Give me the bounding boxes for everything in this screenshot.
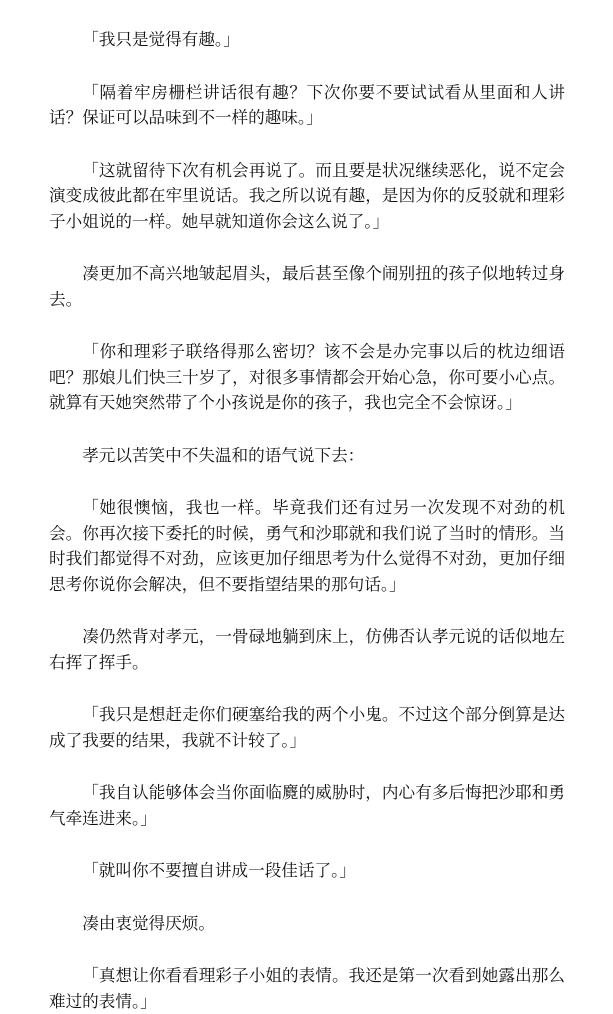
paragraph: 「我只是想赶走你们硬塞给我的两个小鬼。不过这个部分倒算是达成了我要的结果，我就不计较了。」	[49, 705, 565, 750]
paragraph: 凑更加不高兴地皱起眉头，最后甚至像个闹别扭的孩子似地转过身去。	[49, 264, 565, 309]
paragraph: 「你和理彩子联络得那么密切？该不会是办完事以后的枕边细语吧？那娘儿们快三十岁了，对很多事情都会开始心急，你可要小心点。就算有天她突然带了个小孩说是你的孩子，我也完全不会惊讶。」	[49, 342, 565, 412]
paragraph: 「就叫你不要擅自讲成一段佳话了。」	[82, 861, 356, 880]
paragraph: 「这就留待下次有机会再说了。而且要是状况继续恶化，说不定会演变成彼此都在牢里说话。我之所以说有趣，是因为你的反驳就和理彩子小姐说的一样。她早就知道你会这么说了。」	[49, 160, 565, 231]
paragraph: 「她很懊恼，我也一样。毕竟我们还有过另一次发现不对劲的机会。你再次接下委托的时候，勇气和沙耶就和我们说了当时的情形。当时我们都觉得不对劲，应该更加仔细思考为什么觉得不对劲，更加仔细思考你说你会解决，但不要指望结果的那句话。」	[49, 498, 565, 594]
paragraph: 凑由衷觉得厌烦。	[82, 913, 215, 933]
paragraph: 「隔着牢房栅栏讲话很有趣？下次你要不要试试看从里面和人讲话？保证可以品味到不一样的趣味。」	[49, 82, 565, 127]
paragraph: 凑仍然背对孝元，一骨碌地躺到床上，仿佛否认孝元说的话似地左右挥了挥手。	[49, 627, 565, 672]
paragraph: 「我自认能够体会当你面临麑的威胁时，内心有多后悔把沙耶和勇气牵连进来。」	[49, 783, 565, 828]
paragraph: 孝元以苦笑中不失温和的语气说下去：	[82, 445, 365, 465]
paragraph: 「我只是觉得有趣。」	[82, 30, 240, 49]
paragraph: 「真想让你看看理彩子小姐的表情。我还是第一次看到她露出那么难过的表情。」	[49, 966, 565, 1011]
body-text	[49, 27, 565, 1014]
